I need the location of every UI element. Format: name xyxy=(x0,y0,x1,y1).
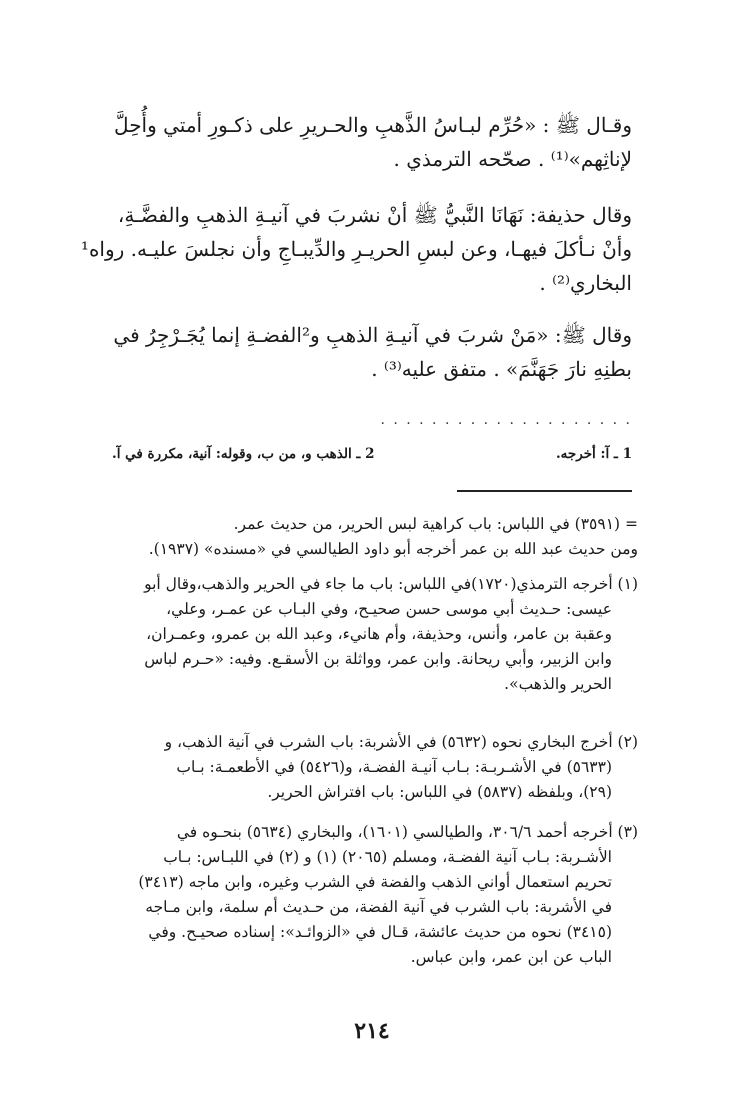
footnote-line: وابن الزبير، وأبي ريحانة. وابن عمر، وواثلة بن الأسقـع. وفيه: «حـرم لباس xyxy=(144,650,612,668)
footnote-line: الحرير والذهب». xyxy=(504,675,612,693)
text-line: وأنْ نـأكلَ فيهـا، وعن لبسِ الحريـرِ والدِّيبـاجِ وأن نجلسَ عليـه. رواه¹ xyxy=(80,237,632,261)
footnote-line: (٣) أخرجه أحمد ٣٠٦/٦، والطيالسي (١٦٠١)، والبخاري (٥٦٣٤) بنحـوه في xyxy=(176,823,638,841)
footnote-line: الباب عن ابن عمر، وابن عباس. xyxy=(410,948,612,966)
dotted-separator: . . . . . . . . . . . . . . . . . . . . xyxy=(380,412,632,428)
footnote-2 xyxy=(108,730,638,805)
footnote-line: في الأشربة: باب الشرب في آنية الفضة، من حـديث أم سلمة، وابن مـاجه xyxy=(145,898,612,916)
footnote-line: (٢) أخرج البخاري نحوه (٥٦٣٢) في الأشربة: باب الشرب في آنية الذهب، و xyxy=(164,733,638,751)
footnote-line: ومن حديث عبد الله بن عمر أخرجه أبو داود الطيالسي في «مسنده» (١٩٣٧). xyxy=(148,540,638,558)
footnote-line: (١) أخرجه الترمذي(١٧٢٠)في اللباس: باب ما جاء في الحرير والذهب،وقال أبو xyxy=(144,575,638,593)
footnote-line: (٢٩)، وبلفظه (٥٨٣٧) في اللباس: باب افتراش الحرير. xyxy=(267,783,612,801)
footnote-line: الأشـربة: بـاب آنية الفضـة، ومسلم (٢٠٦٥) (١) و (٢) في اللبـاس: بـاب xyxy=(163,848,612,866)
paragraph-hadith-vessels xyxy=(112,318,632,386)
footnote-line: عيسى: حـديث أبي موسى حسن صحيـح، وفي البـاب عن عمـر، وعلي، xyxy=(166,600,612,618)
footnote-divider xyxy=(457,490,632,492)
footnote-line: تحريم استعمال أواني الذهب والفضة في الشرب وغيره، وابن ماجه (٣٤١٣) xyxy=(138,873,612,891)
text-line: بطنِهِ نارَ جَهَنَّمَ» . متفق عليه⁽³⁾ . xyxy=(371,357,632,381)
text-line: لإناثِهم»⁽¹⁾ . صحّحه الترمذي . xyxy=(393,147,632,171)
text-line: البخاري⁽²⁾ . xyxy=(539,271,632,295)
footnote-line: (٥٦٣٣) في الأشـربـة: بـاب آنيـة الفضـة، و(٥٤٢٦) في الأطعمـة: بـاب xyxy=(176,758,612,776)
text-line: وقال ﷺ: «مَنْ شربَ في آنيـةِ الذهبِ و²الفضـةِ إنما يُجَـرْجِرُ في xyxy=(113,323,632,347)
footnote-line: (٣٤١٥) نحوه من حديث عائشة، قـال في «الزوائـد»: إسناده صحيـح. وفي xyxy=(148,923,612,941)
text-line: وقال حذيفة: نَهَانَا النَّبيُّ ﷺ أنْ نشربَ في آنيـةِ الذهبِ والفضَّـةِ، xyxy=(117,203,632,227)
paragraph-hadith-silk xyxy=(112,108,632,176)
footnote-line: وعقبة بن عامر، وأنس، وحذيفة، وأم هانيء، وعبد الله بن عمرو، وعمـران، xyxy=(146,625,612,643)
footnote-continued xyxy=(108,512,638,562)
footnote-1 xyxy=(108,572,638,697)
variant-note-1: 1 ـ آ: أخرجه. xyxy=(555,446,632,462)
page-number: ٢١٤ xyxy=(354,1018,390,1044)
text-line: وقـال ﷺ : «حُرِّم لبـاسُ الذَّهبِ والحـريرِ على ذكـورِ أمتي وأُحِلَّ xyxy=(114,113,632,137)
paragraph-hudhayfa xyxy=(80,198,632,300)
footnote-line: = (٣٥٩١) في اللباس: باب كراهية لبس الحرير، من حديث عمر. xyxy=(233,515,638,533)
footnote-3 xyxy=(108,820,638,970)
variant-note-2: 2 ـ الذهب و، من ب، وقوله: آنية، مكررة في آ. xyxy=(112,446,375,462)
